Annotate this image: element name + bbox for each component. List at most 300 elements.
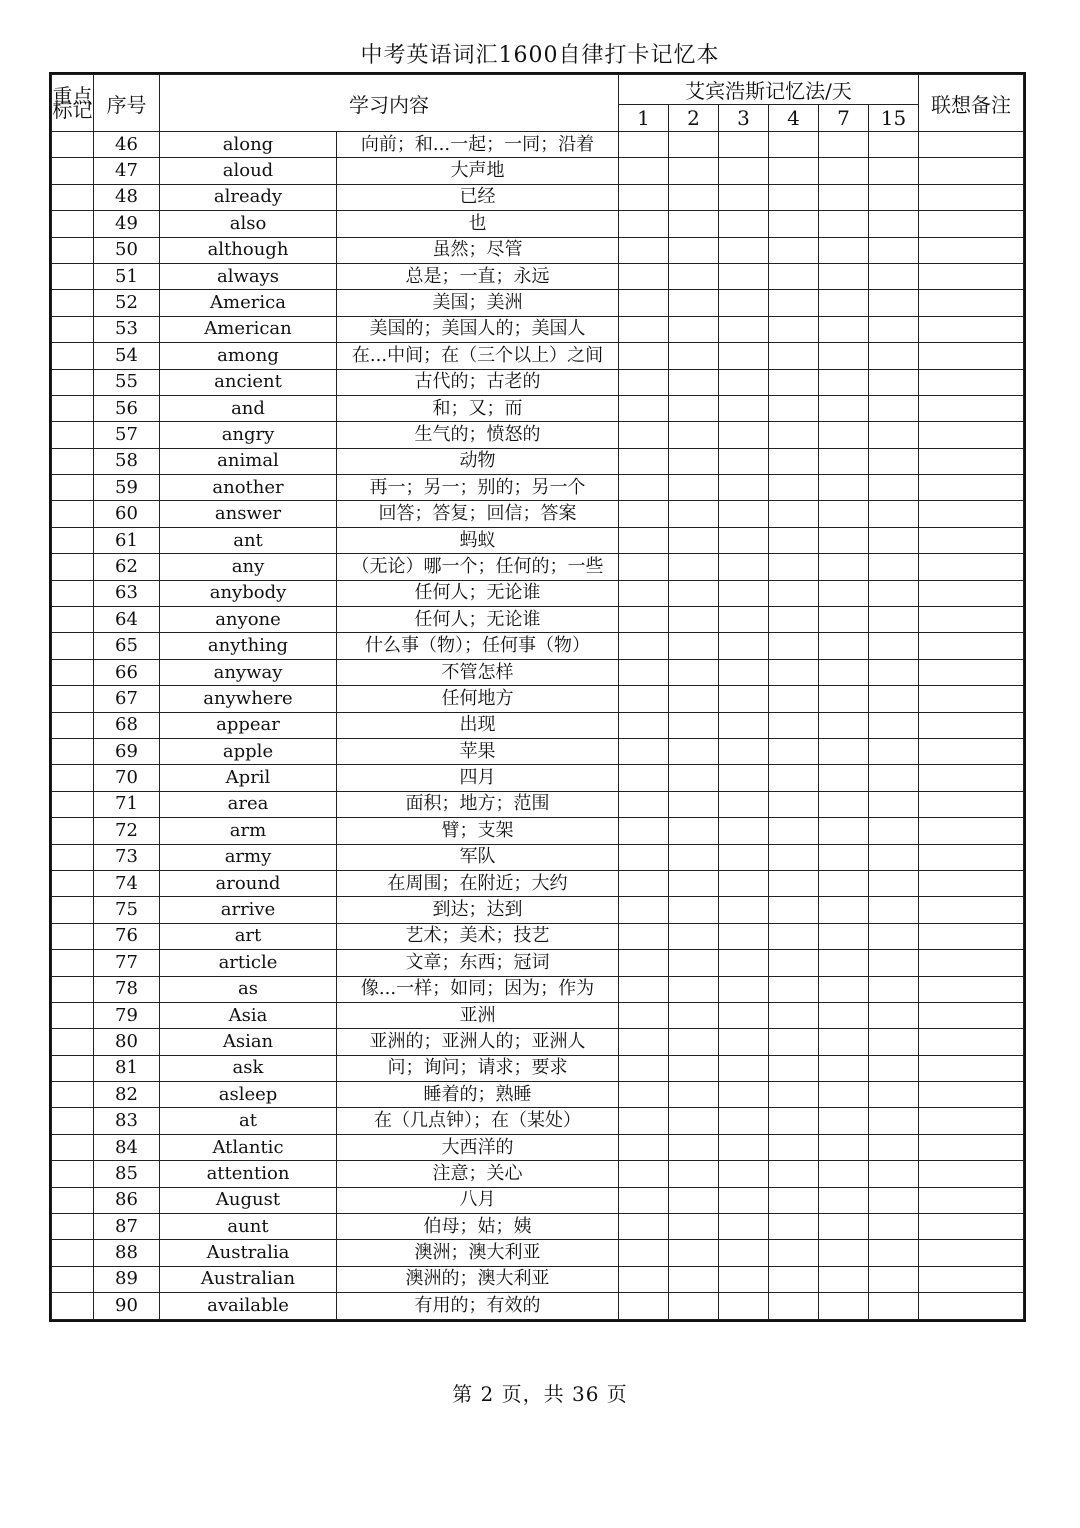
notes-cell[interactable]	[919, 1082, 1024, 1108]
day-7-checkbox[interactable]	[819, 316, 869, 342]
day-15-checkbox[interactable]	[869, 976, 919, 1002]
day-4-checkbox[interactable]	[769, 712, 819, 738]
day-7-checkbox[interactable]	[819, 184, 869, 210]
day-7-checkbox[interactable]	[819, 950, 869, 976]
day-4-checkbox[interactable]	[769, 580, 819, 606]
day-7-checkbox[interactable]	[819, 633, 869, 659]
day-4-checkbox[interactable]	[769, 1002, 819, 1028]
mark-cell[interactable]	[52, 1002, 94, 1028]
mark-cell[interactable]	[52, 290, 94, 316]
day-7-checkbox[interactable]	[819, 1134, 869, 1160]
day-15-checkbox[interactable]	[869, 897, 919, 923]
notes-cell[interactable]	[919, 501, 1024, 527]
day-4-checkbox[interactable]	[769, 607, 819, 633]
day-2-checkbox[interactable]	[669, 765, 719, 791]
day-2-checkbox[interactable]	[669, 1214, 719, 1240]
mark-cell[interactable]	[52, 158, 94, 184]
notes-cell[interactable]	[919, 1161, 1024, 1187]
day-7-checkbox[interactable]	[819, 1002, 869, 1028]
day-15-checkbox[interactable]	[869, 633, 919, 659]
day-3-checkbox[interactable]	[719, 554, 769, 580]
day-7-checkbox[interactable]	[819, 659, 869, 685]
day-7-checkbox[interactable]	[819, 1187, 869, 1213]
mark-cell[interactable]	[52, 184, 94, 210]
day-1-checkbox[interactable]	[619, 448, 669, 474]
day-3-checkbox[interactable]	[719, 765, 769, 791]
day-3-checkbox[interactable]	[719, 263, 769, 289]
day-1-checkbox[interactable]	[619, 897, 669, 923]
day-2-checkbox[interactable]	[669, 1240, 719, 1266]
mark-cell[interactable]	[52, 844, 94, 870]
day-15-checkbox[interactable]	[869, 1108, 919, 1134]
day-1-checkbox[interactable]	[619, 1134, 669, 1160]
day-1-checkbox[interactable]	[619, 844, 669, 870]
notes-cell[interactable]	[919, 316, 1024, 342]
day-3-checkbox[interactable]	[719, 1214, 769, 1240]
mark-cell[interactable]	[52, 1029, 94, 1055]
day-3-checkbox[interactable]	[719, 132, 769, 158]
day-15-checkbox[interactable]	[869, 1187, 919, 1213]
notes-cell[interactable]	[919, 184, 1024, 210]
day-2-checkbox[interactable]	[669, 1108, 719, 1134]
day-15-checkbox[interactable]	[869, 237, 919, 263]
day-7-checkbox[interactable]	[819, 211, 869, 237]
mark-cell[interactable]	[52, 1161, 94, 1187]
day-4-checkbox[interactable]	[769, 316, 819, 342]
day-7-checkbox[interactable]	[819, 686, 869, 712]
day-3-checkbox[interactable]	[719, 1293, 769, 1319]
day-4-checkbox[interactable]	[769, 1055, 819, 1081]
day-3-checkbox[interactable]	[719, 712, 769, 738]
mark-cell[interactable]	[52, 818, 94, 844]
day-2-checkbox[interactable]	[669, 923, 719, 949]
notes-cell[interactable]	[919, 527, 1024, 553]
day-3-checkbox[interactable]	[719, 369, 769, 395]
mark-cell[interactable]	[52, 1293, 94, 1319]
day-4-checkbox[interactable]	[769, 184, 819, 210]
day-4-checkbox[interactable]	[769, 395, 819, 421]
day-7-checkbox[interactable]	[819, 369, 869, 395]
day-3-checkbox[interactable]	[719, 448, 769, 474]
mark-cell[interactable]	[52, 1082, 94, 1108]
mark-cell[interactable]	[52, 791, 94, 817]
mark-cell[interactable]	[52, 475, 94, 501]
day-15-checkbox[interactable]	[869, 1055, 919, 1081]
day-7-checkbox[interactable]	[819, 263, 869, 289]
day-4-checkbox[interactable]	[769, 527, 819, 553]
day-3-checkbox[interactable]	[719, 791, 769, 817]
notes-cell[interactable]	[919, 1029, 1024, 1055]
day-3-checkbox[interactable]	[719, 1082, 769, 1108]
day-4-checkbox[interactable]	[769, 686, 819, 712]
day-4-checkbox[interactable]	[769, 738, 819, 764]
day-15-checkbox[interactable]	[869, 1134, 919, 1160]
day-3-checkbox[interactable]	[719, 633, 769, 659]
day-2-checkbox[interactable]	[669, 1161, 719, 1187]
mark-cell[interactable]	[52, 132, 94, 158]
day-2-checkbox[interactable]	[669, 290, 719, 316]
day-2-checkbox[interactable]	[669, 395, 719, 421]
notes-cell[interactable]	[919, 1293, 1024, 1319]
day-4-checkbox[interactable]	[769, 369, 819, 395]
day-1-checkbox[interactable]	[619, 1161, 669, 1187]
day-3-checkbox[interactable]	[719, 686, 769, 712]
day-3-checkbox[interactable]	[719, 950, 769, 976]
notes-cell[interactable]	[919, 712, 1024, 738]
day-2-checkbox[interactable]	[669, 738, 719, 764]
day-1-checkbox[interactable]	[619, 1029, 669, 1055]
notes-cell[interactable]	[919, 765, 1024, 791]
day-4-checkbox[interactable]	[769, 765, 819, 791]
day-15-checkbox[interactable]	[869, 527, 919, 553]
day-15-checkbox[interactable]	[869, 580, 919, 606]
day-4-checkbox[interactable]	[769, 448, 819, 474]
mark-cell[interactable]	[52, 1240, 94, 1266]
day-2-checkbox[interactable]	[669, 976, 719, 1002]
day-4-checkbox[interactable]	[769, 1108, 819, 1134]
mark-cell[interactable]	[52, 950, 94, 976]
day-4-checkbox[interactable]	[769, 923, 819, 949]
day-15-checkbox[interactable]	[869, 263, 919, 289]
day-15-checkbox[interactable]	[869, 343, 919, 369]
day-3-checkbox[interactable]	[719, 738, 769, 764]
day-4-checkbox[interactable]	[769, 1134, 819, 1160]
day-1-checkbox[interactable]	[619, 343, 669, 369]
day-7-checkbox[interactable]	[819, 923, 869, 949]
day-2-checkbox[interactable]	[669, 844, 719, 870]
day-3-checkbox[interactable]	[719, 1029, 769, 1055]
day-1-checkbox[interactable]	[619, 369, 669, 395]
day-3-checkbox[interactable]	[719, 1134, 769, 1160]
day-3-checkbox[interactable]	[719, 501, 769, 527]
day-4-checkbox[interactable]	[769, 343, 819, 369]
mark-cell[interactable]	[52, 1187, 94, 1213]
day-7-checkbox[interactable]	[819, 1214, 869, 1240]
mark-cell[interactable]	[52, 897, 94, 923]
day-3-checkbox[interactable]	[719, 1240, 769, 1266]
day-2-checkbox[interactable]	[669, 369, 719, 395]
day-15-checkbox[interactable]	[869, 870, 919, 896]
day-2-checkbox[interactable]	[669, 1187, 719, 1213]
day-3-checkbox[interactable]	[719, 395, 769, 421]
mark-cell[interactable]	[52, 527, 94, 553]
notes-cell[interactable]	[919, 1055, 1024, 1081]
mark-cell[interactable]	[52, 422, 94, 448]
day-4-checkbox[interactable]	[769, 132, 819, 158]
day-7-checkbox[interactable]	[819, 607, 869, 633]
day-2-checkbox[interactable]	[669, 422, 719, 448]
day-7-checkbox[interactable]	[819, 527, 869, 553]
day-15-checkbox[interactable]	[869, 923, 919, 949]
mark-cell[interactable]	[52, 1214, 94, 1240]
notes-cell[interactable]	[919, 554, 1024, 580]
notes-cell[interactable]	[919, 897, 1024, 923]
day-7-checkbox[interactable]	[819, 290, 869, 316]
day-2-checkbox[interactable]	[669, 263, 719, 289]
day-15-checkbox[interactable]	[869, 448, 919, 474]
day-3-checkbox[interactable]	[719, 1108, 769, 1134]
day-7-checkbox[interactable]	[819, 1108, 869, 1134]
day-7-checkbox[interactable]	[819, 1055, 869, 1081]
mark-cell[interactable]	[52, 923, 94, 949]
day-1-checkbox[interactable]	[619, 818, 669, 844]
day-15-checkbox[interactable]	[869, 395, 919, 421]
day-15-checkbox[interactable]	[869, 211, 919, 237]
day-2-checkbox[interactable]	[669, 897, 719, 923]
notes-cell[interactable]	[919, 158, 1024, 184]
day-1-checkbox[interactable]	[619, 211, 669, 237]
day-1-checkbox[interactable]	[619, 976, 669, 1002]
day-3-checkbox[interactable]	[719, 1187, 769, 1213]
notes-cell[interactable]	[919, 686, 1024, 712]
day-1-checkbox[interactable]	[619, 554, 669, 580]
notes-cell[interactable]	[919, 1266, 1024, 1292]
day-1-checkbox[interactable]	[619, 607, 669, 633]
day-7-checkbox[interactable]	[819, 1266, 869, 1292]
mark-cell[interactable]	[52, 870, 94, 896]
day-2-checkbox[interactable]	[669, 448, 719, 474]
day-3-checkbox[interactable]	[719, 844, 769, 870]
day-3-checkbox[interactable]	[719, 897, 769, 923]
notes-cell[interactable]	[919, 369, 1024, 395]
day-3-checkbox[interactable]	[719, 475, 769, 501]
day-2-checkbox[interactable]	[669, 316, 719, 342]
day-4-checkbox[interactable]	[769, 554, 819, 580]
day-7-checkbox[interactable]	[819, 395, 869, 421]
mark-cell[interactable]	[52, 607, 94, 633]
notes-cell[interactable]	[919, 633, 1024, 659]
day-4-checkbox[interactable]	[769, 1187, 819, 1213]
notes-cell[interactable]	[919, 950, 1024, 976]
day-2-checkbox[interactable]	[669, 1134, 719, 1160]
day-15-checkbox[interactable]	[869, 791, 919, 817]
notes-cell[interactable]	[919, 659, 1024, 685]
day-15-checkbox[interactable]	[869, 369, 919, 395]
notes-cell[interactable]	[919, 290, 1024, 316]
day-1-checkbox[interactable]	[619, 1082, 669, 1108]
day-3-checkbox[interactable]	[719, 1266, 769, 1292]
mark-cell[interactable]	[52, 659, 94, 685]
day-2-checkbox[interactable]	[669, 712, 719, 738]
day-7-checkbox[interactable]	[819, 1161, 869, 1187]
day-3-checkbox[interactable]	[719, 923, 769, 949]
day-7-checkbox[interactable]	[819, 712, 869, 738]
notes-cell[interactable]	[919, 1214, 1024, 1240]
day-1-checkbox[interactable]	[619, 1240, 669, 1266]
day-15-checkbox[interactable]	[869, 184, 919, 210]
day-4-checkbox[interactable]	[769, 659, 819, 685]
day-1-checkbox[interactable]	[619, 712, 669, 738]
day-1-checkbox[interactable]	[619, 1002, 669, 1028]
mark-cell[interactable]	[52, 1108, 94, 1134]
notes-cell[interactable]	[919, 976, 1024, 1002]
day-2-checkbox[interactable]	[669, 475, 719, 501]
day-1-checkbox[interactable]	[619, 422, 669, 448]
day-4-checkbox[interactable]	[769, 870, 819, 896]
day-4-checkbox[interactable]	[769, 633, 819, 659]
day-2-checkbox[interactable]	[669, 527, 719, 553]
mark-cell[interactable]	[52, 369, 94, 395]
day-1-checkbox[interactable]	[619, 738, 669, 764]
mark-cell[interactable]	[52, 501, 94, 527]
mark-cell[interactable]	[52, 738, 94, 764]
mark-cell[interactable]	[52, 1055, 94, 1081]
day-3-checkbox[interactable]	[719, 527, 769, 553]
day-3-checkbox[interactable]	[719, 1055, 769, 1081]
day-4-checkbox[interactable]	[769, 237, 819, 263]
day-7-checkbox[interactable]	[819, 580, 869, 606]
day-3-checkbox[interactable]	[719, 818, 769, 844]
notes-cell[interactable]	[919, 448, 1024, 474]
day-15-checkbox[interactable]	[869, 738, 919, 764]
mark-cell[interactable]	[52, 395, 94, 421]
mark-cell[interactable]	[52, 580, 94, 606]
day-1-checkbox[interactable]	[619, 633, 669, 659]
day-1-checkbox[interactable]	[619, 950, 669, 976]
day-15-checkbox[interactable]	[869, 659, 919, 685]
day-15-checkbox[interactable]	[869, 316, 919, 342]
day-1-checkbox[interactable]	[619, 527, 669, 553]
day-3-checkbox[interactable]	[719, 316, 769, 342]
mark-cell[interactable]	[52, 686, 94, 712]
day-4-checkbox[interactable]	[769, 818, 819, 844]
day-15-checkbox[interactable]	[869, 1029, 919, 1055]
mark-cell[interactable]	[52, 263, 94, 289]
notes-cell[interactable]	[919, 738, 1024, 764]
notes-cell[interactable]	[919, 791, 1024, 817]
day-2-checkbox[interactable]	[669, 1266, 719, 1292]
day-1-checkbox[interactable]	[619, 290, 669, 316]
day-2-checkbox[interactable]	[669, 184, 719, 210]
day-4-checkbox[interactable]	[769, 501, 819, 527]
notes-cell[interactable]	[919, 580, 1024, 606]
day-15-checkbox[interactable]	[869, 290, 919, 316]
day-3-checkbox[interactable]	[719, 343, 769, 369]
day-1-checkbox[interactable]	[619, 1214, 669, 1240]
day-3-checkbox[interactable]	[719, 237, 769, 263]
day-1-checkbox[interactable]	[619, 316, 669, 342]
notes-cell[interactable]	[919, 1108, 1024, 1134]
day-2-checkbox[interactable]	[669, 607, 719, 633]
notes-cell[interactable]	[919, 607, 1024, 633]
day-2-checkbox[interactable]	[669, 211, 719, 237]
day-3-checkbox[interactable]	[719, 158, 769, 184]
day-3-checkbox[interactable]	[719, 659, 769, 685]
day-2-checkbox[interactable]	[669, 1082, 719, 1108]
notes-cell[interactable]	[919, 844, 1024, 870]
mark-cell[interactable]	[52, 1134, 94, 1160]
notes-cell[interactable]	[919, 132, 1024, 158]
day-4-checkbox[interactable]	[769, 1293, 819, 1319]
day-1-checkbox[interactable]	[619, 158, 669, 184]
day-2-checkbox[interactable]	[669, 343, 719, 369]
day-15-checkbox[interactable]	[869, 1161, 919, 1187]
day-1-checkbox[interactable]	[619, 184, 669, 210]
day-1-checkbox[interactable]	[619, 475, 669, 501]
day-15-checkbox[interactable]	[869, 1266, 919, 1292]
day-7-checkbox[interactable]	[819, 1293, 869, 1319]
day-7-checkbox[interactable]	[819, 765, 869, 791]
day-15-checkbox[interactable]	[869, 950, 919, 976]
day-2-checkbox[interactable]	[669, 818, 719, 844]
day-1-checkbox[interactable]	[619, 1293, 669, 1319]
day-4-checkbox[interactable]	[769, 1029, 819, 1055]
day-15-checkbox[interactable]	[869, 844, 919, 870]
notes-cell[interactable]	[919, 870, 1024, 896]
day-1-checkbox[interactable]	[619, 395, 669, 421]
day-7-checkbox[interactable]	[819, 818, 869, 844]
mark-cell[interactable]	[52, 633, 94, 659]
day-7-checkbox[interactable]	[819, 422, 869, 448]
day-7-checkbox[interactable]	[819, 501, 869, 527]
day-1-checkbox[interactable]	[619, 263, 669, 289]
day-4-checkbox[interactable]	[769, 791, 819, 817]
day-2-checkbox[interactable]	[669, 132, 719, 158]
day-1-checkbox[interactable]	[619, 923, 669, 949]
day-1-checkbox[interactable]	[619, 1055, 669, 1081]
mark-cell[interactable]	[52, 237, 94, 263]
day-3-checkbox[interactable]	[719, 976, 769, 1002]
day-15-checkbox[interactable]	[869, 765, 919, 791]
notes-cell[interactable]	[919, 237, 1024, 263]
day-2-checkbox[interactable]	[669, 791, 719, 817]
day-1-checkbox[interactable]	[619, 132, 669, 158]
day-7-checkbox[interactable]	[819, 343, 869, 369]
notes-cell[interactable]	[919, 263, 1024, 289]
day-1-checkbox[interactable]	[619, 501, 669, 527]
day-2-checkbox[interactable]	[669, 1293, 719, 1319]
day-3-checkbox[interactable]	[719, 211, 769, 237]
day-4-checkbox[interactable]	[769, 263, 819, 289]
day-15-checkbox[interactable]	[869, 1214, 919, 1240]
day-2-checkbox[interactable]	[669, 554, 719, 580]
day-3-checkbox[interactable]	[719, 580, 769, 606]
day-3-checkbox[interactable]	[719, 1002, 769, 1028]
day-4-checkbox[interactable]	[769, 211, 819, 237]
day-7-checkbox[interactable]	[819, 738, 869, 764]
day-15-checkbox[interactable]	[869, 132, 919, 158]
day-4-checkbox[interactable]	[769, 1240, 819, 1266]
notes-cell[interactable]	[919, 1002, 1024, 1028]
day-15-checkbox[interactable]	[869, 712, 919, 738]
day-2-checkbox[interactable]	[669, 580, 719, 606]
day-1-checkbox[interactable]	[619, 765, 669, 791]
day-4-checkbox[interactable]	[769, 976, 819, 1002]
day-2-checkbox[interactable]	[669, 1029, 719, 1055]
day-2-checkbox[interactable]	[669, 633, 719, 659]
notes-cell[interactable]	[919, 1187, 1024, 1213]
day-4-checkbox[interactable]	[769, 1161, 819, 1187]
day-2-checkbox[interactable]	[669, 659, 719, 685]
day-7-checkbox[interactable]	[819, 1082, 869, 1108]
day-4-checkbox[interactable]	[769, 158, 819, 184]
notes-cell[interactable]	[919, 395, 1024, 421]
day-3-checkbox[interactable]	[719, 290, 769, 316]
mark-cell[interactable]	[52, 1266, 94, 1292]
notes-cell[interactable]	[919, 923, 1024, 949]
day-1-checkbox[interactable]	[619, 1266, 669, 1292]
notes-cell[interactable]	[919, 1134, 1024, 1160]
day-1-checkbox[interactable]	[619, 1187, 669, 1213]
day-15-checkbox[interactable]	[869, 475, 919, 501]
day-3-checkbox[interactable]	[719, 870, 769, 896]
mark-cell[interactable]	[52, 554, 94, 580]
day-15-checkbox[interactable]	[869, 686, 919, 712]
day-2-checkbox[interactable]	[669, 237, 719, 263]
day-15-checkbox[interactable]	[869, 1002, 919, 1028]
day-15-checkbox[interactable]	[869, 818, 919, 844]
day-7-checkbox[interactable]	[819, 158, 869, 184]
